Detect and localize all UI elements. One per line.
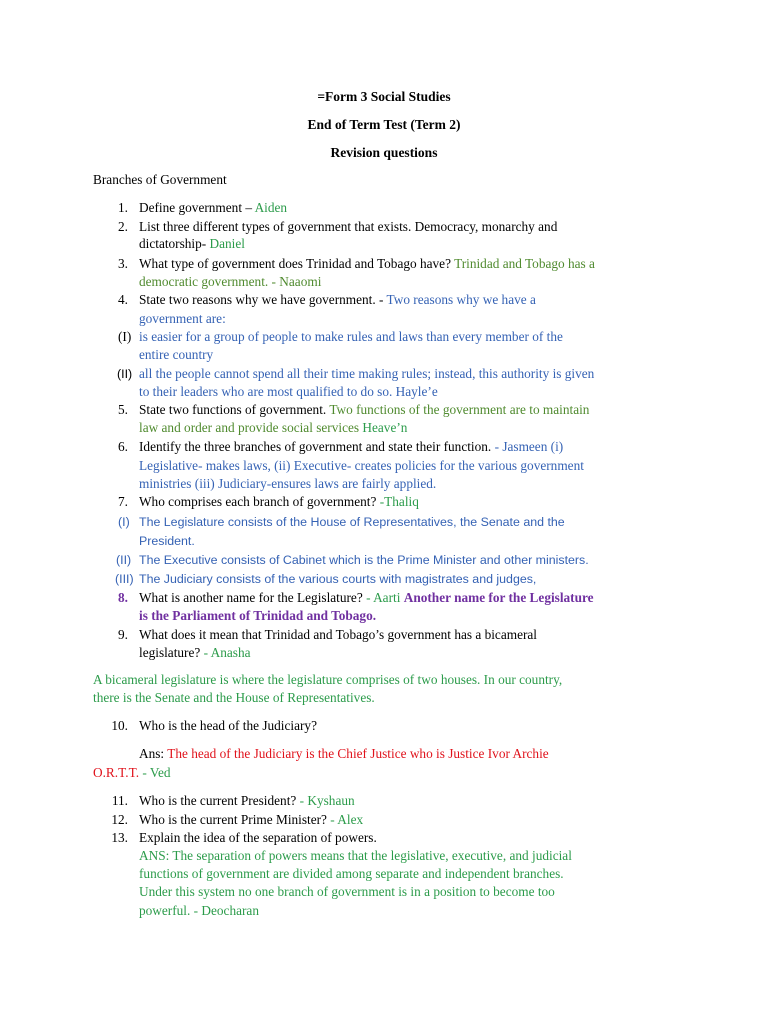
question-text: Explain the idea of the separation of powers. [139,830,377,845]
question-text: Who comprises each branch of government? [139,494,380,509]
answer-text: O.R.T.T. [93,765,143,780]
answer-text: all the people cannot spend all their time making rules; instead, this authority is given [139,366,595,381]
question-1 [139,200,287,216]
sub-item-marker: (II) [117,367,133,381]
question-10-answer [139,746,549,762]
question-number: 6. [118,439,128,454]
answer-text: The head of the Judiciary is the Chief Justice who is Justice Ivor Archie [167,746,549,761]
question-text: List three different types of government that exists. Democracy, monarchy and [139,219,558,234]
answer-text: Another name for the Legislature [403,590,594,605]
question-2-line2 [139,236,245,252]
question-text: State two reasons why we have government. - [139,292,387,307]
answer-text: Two functions of the government are to maintain [329,402,590,417]
question-3 [139,256,595,272]
answer-paragraph: A bicameral legislature is where the legislature comprises of two houses. In our country, [93,672,563,687]
question-number: 10. [111,718,128,733]
question-text: What does it mean that Trinidad and Tobago’s government has a bicameral [139,627,538,642]
question-number: 7. [118,494,128,509]
student-name: Heave’n [362,420,408,435]
question-text: Who is the head of the Judiciary? [139,718,317,733]
student-name: - Ved [142,765,171,780]
question-4 [139,292,536,308]
sub-item-marker: (II) [116,553,132,567]
student-name: - Kyshaun [299,793,355,808]
question-text: Who is the current Prime Minister? [139,812,331,827]
student-name: - Aarti [366,590,404,605]
answer-text: Trinidad and Tobago has a [454,256,595,271]
answer-text: democratic government. - Naaomi [139,274,322,289]
answer-label: Ans: [139,746,168,761]
question-text: What is another name for the Legislature? [139,590,367,605]
question-text: What type of government does Trinidad and Tobago have? [139,256,455,271]
question-number: 2. [118,219,128,234]
answer-text: government are: [139,311,226,326]
question-text: Identify the three branches of government and state their function. [139,439,495,454]
question-number: 3. [118,256,128,271]
sub-item-marker: (I) [118,329,132,344]
document-title: =Form 3 Social Studies [317,89,451,104]
answer-text: The Executive consists of Cabinet which is the Prime Minister and other ministers. [139,553,589,567]
answer-paragraph: there is the Senate and the House of Representatives. [93,690,375,705]
question-number: 8. [118,590,128,605]
student-name: Daniel [209,236,245,251]
question-number: 11. [111,793,128,808]
question-number: 4. [118,292,128,307]
question-6 [139,439,563,455]
question-11 [139,793,355,809]
answer-text: is easier for a group of people to make rules and laws than every member of the [139,329,563,344]
answer-text: - Jasmeen (i) [494,439,564,454]
sub-item-marker: (III) [115,572,134,586]
student-name: Aiden [254,200,288,215]
question-text: State two functions of government. [139,402,330,417]
question-5-line2 [139,420,407,436]
question-text: Who is the current President? [139,793,300,808]
answer-text: Two reasons why we have a [386,292,536,307]
question-number: 5. [118,402,128,417]
topic-heading: Branches of Government [93,172,227,187]
question-number: 9. [118,627,128,642]
question-number: 1. [118,200,128,215]
answer-text: law and order and provide social services [139,420,363,435]
question-text: Define government – [139,200,255,215]
question-10-answer-line2 [93,765,171,781]
question-5 [139,402,589,418]
sub-item-marker: (I) [118,515,130,529]
question-text: dictatorship- [139,236,210,251]
section-heading: Revision questions [330,145,438,160]
answer-text: powerful. - Deocharan [139,903,259,918]
answer-text: President. [139,534,195,548]
question-12 [139,812,363,828]
question-text: legislature? [139,645,204,660]
question-9-line2 [139,645,251,661]
answer-text: ministries (iii) Judiciary-ensures laws are fairly applied. [139,476,437,491]
question-number: 12. [111,812,128,827]
document-subtitle: End of Term Test (Term 2) [307,117,461,132]
answer-text: entire country [139,347,214,362]
question-number: 13. [111,830,128,845]
question-8 [139,590,594,606]
student-name: - Anasha [203,645,251,660]
student-name: - Alex [330,812,364,827]
answer-text: ANS: The separation of powers means that the legislative, executive, and judicial [139,848,572,863]
answer-text: to their leaders who are most qualified to do so. Hayle’e [139,384,438,399]
student-name: -Thaliq [379,494,419,509]
answer-text: Legislative- makes laws, (ii) Executive- creates policies for the various government [139,458,584,473]
answer-text: functions of government are divided among separate and independent branches. [139,866,564,881]
answer-text: is the Parliament of Trinidad and Tobago. [139,608,377,623]
answer-text: Under this system no one branch of government is in a position to become too [139,884,555,899]
answer-text: The Legislature consists of the House of Representatives, the Senate and the [139,515,565,529]
answer-text: The Judiciary consists of the various courts with magistrates and judges, [139,572,537,586]
question-7 [139,494,419,510]
